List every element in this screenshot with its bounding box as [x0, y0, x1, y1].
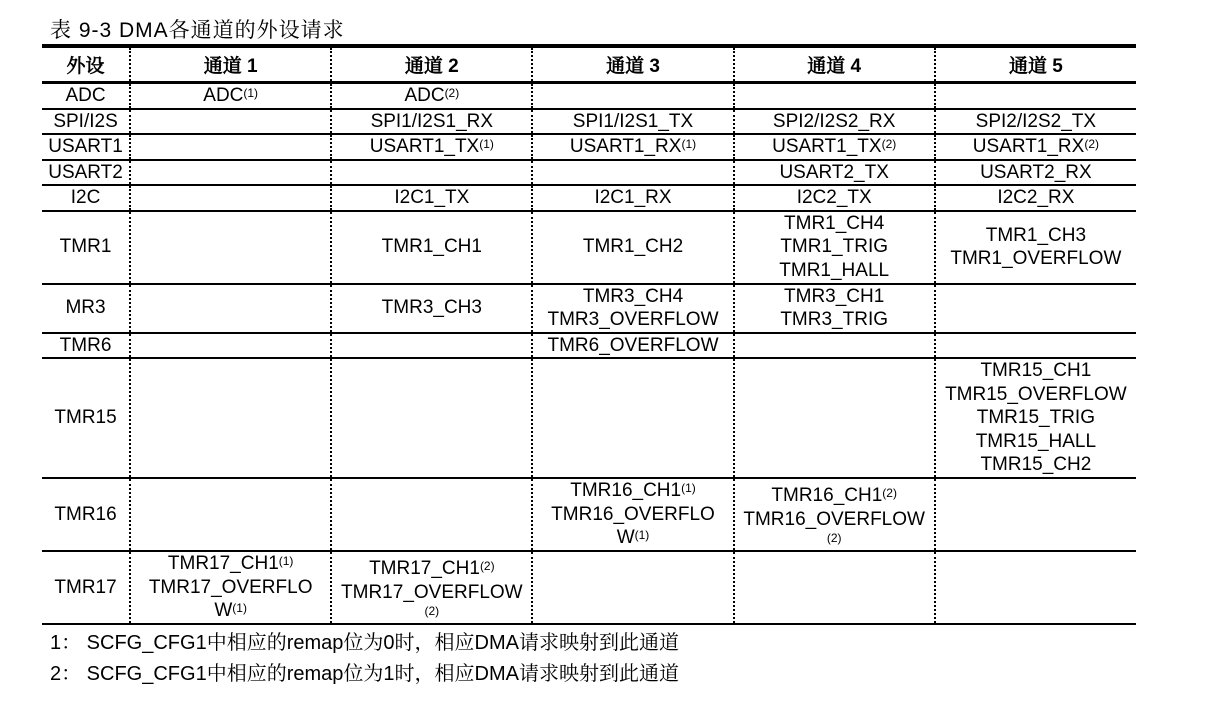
table-cell: [935, 358, 1136, 478]
cell-entry: [332, 296, 531, 320]
footnote-marker: (1): [681, 137, 697, 151]
table-row: [42, 83, 1136, 109]
row-label: TMR15: [42, 358, 130, 478]
cell-entry: [936, 186, 1136, 210]
header-channel-3: 通道 3: [532, 46, 733, 83]
footnote-2: 2： SCFG_CFG1中相应的remap位为1时，相应DMA请求映射到此通道: [50, 663, 679, 685]
table-cell: [130, 551, 331, 624]
cell-entry: [332, 235, 531, 259]
cell-entry: [735, 235, 934, 259]
table-cell: [331, 551, 532, 624]
table-cell: [734, 333, 935, 359]
cell-entry: [936, 359, 1136, 383]
cell-entry: [332, 581, 531, 605]
row-label: TMR17: [42, 551, 130, 624]
cell-entry: [332, 135, 531, 159]
dma-request-table: [42, 44, 1136, 625]
cell-entry: [533, 526, 732, 550]
table-row: [42, 211, 1136, 284]
footnote-marker: (2): [1084, 137, 1100, 151]
table-cell: [331, 134, 532, 160]
cell-entry-text: TMR15_OVERFLOW: [945, 383, 1127, 405]
cell-entry: [936, 453, 1136, 477]
cell-entry-text: TMR17_CH1: [167, 553, 279, 575]
table-cell: [734, 551, 935, 624]
cell-entry: [332, 110, 531, 134]
row-label: USART2: [42, 160, 130, 186]
table-cell: [331, 109, 532, 135]
cell-entry-text: TMR6_OVERFLOW: [547, 334, 719, 356]
cell-entry-text: TMR15_TRIG: [976, 407, 1095, 429]
table-cell: [734, 83, 935, 109]
header-peripheral: 外设: [42, 46, 130, 83]
table-cell: [734, 478, 935, 551]
cell-entry-text: I2C2_TX: [796, 187, 872, 208]
cell-entry-text: TMR3_CH1: [784, 285, 885, 307]
table-cell: [532, 551, 733, 624]
cell-entry-text: (2): [826, 531, 842, 545]
table-cell: [130, 333, 331, 359]
cell-entry-text: ADC: [404, 85, 445, 106]
cell-entry-text: USART1_TX: [369, 136, 480, 157]
header-channel-2: 通道 2: [331, 46, 532, 83]
table-cell: [935, 83, 1136, 109]
row-label: SPI/I2S: [42, 109, 130, 135]
cell-entry: [533, 186, 732, 210]
table-cell: [532, 160, 733, 186]
row-label: I2C: [42, 185, 130, 211]
table-cell: [935, 185, 1136, 211]
header-channel-4: 通道 4: [734, 46, 935, 83]
row-label: TMR6: [42, 333, 130, 359]
table-body: [42, 83, 1136, 625]
cell-entry-text: USART1_RX: [972, 136, 1085, 157]
cell-entry-text: TMR1_HALL: [779, 259, 890, 281]
cell-entry: [735, 531, 934, 545]
table-cell: [532, 185, 733, 211]
table-row: [42, 478, 1136, 551]
table-cell: [532, 134, 733, 160]
cell-entry-text: TMR16_CH1: [570, 480, 682, 502]
table-cell: [331, 211, 532, 284]
cell-entry-text: SPI1/I2S1_RX: [370, 110, 494, 132]
footnote-marker: (2): [479, 559, 495, 573]
table-cell: [935, 284, 1136, 333]
table-cell: [130, 109, 331, 135]
footnote-1: 1： SCFG_CFG1中相应的remap位为0时，相应DMA请求映射到此通道: [50, 632, 679, 654]
cell-entry-text: TMR3_TRIG: [780, 309, 889, 330]
cell-entry: [735, 508, 934, 532]
table-cell: [734, 211, 935, 284]
cell-entry-text: USART2_TX: [779, 161, 889, 183]
cell-entry-text: SPI2/I2S2_TX: [975, 110, 1097, 132]
cell-entry-text: TMR16_OVERFLO: [551, 503, 715, 525]
cell-entry: [533, 235, 732, 259]
table-cell: [935, 551, 1136, 624]
table-caption: 表 9-3 DMA各通道的外设请求: [50, 19, 345, 42]
cell-entry-text: USART2_RX: [980, 161, 1092, 183]
footnote-marker: (2): [882, 486, 897, 500]
row-label: MR3: [42, 284, 130, 333]
header-channel-1: 通道 1: [130, 46, 331, 83]
table-cell: [532, 358, 733, 478]
cell-entry-text: SPI2/I2S2_RX: [772, 110, 896, 132]
table-cell: [130, 185, 331, 211]
footnote-marker: (2): [881, 137, 897, 151]
cell-entry-text: TMR1_CH4: [784, 212, 885, 234]
cell-entry-text: TMR3_CH3: [381, 297, 482, 319]
cell-entry: [735, 212, 934, 236]
cell-entry-text: TMR17_OVERFLOW: [341, 581, 523, 603]
cell-entry-text: TMR17_CH1: [369, 558, 480, 579]
cell-entry-text: (2): [424, 604, 440, 618]
table-cell: [532, 109, 733, 135]
cell-entry: [332, 604, 531, 618]
table-row: [42, 551, 1136, 624]
cell-entry: [332, 557, 531, 581]
cell-entry: [735, 259, 934, 283]
table-cell: [734, 160, 935, 186]
table-cell: [734, 109, 935, 135]
cell-entry: [533, 479, 732, 503]
cell-entry: [332, 186, 531, 210]
cell-entry: [735, 186, 934, 210]
footnote-marker: (2): [444, 86, 460, 100]
cell-entry-text: W: [616, 527, 635, 549]
table-cell: [935, 478, 1136, 551]
cell-entry: [131, 552, 330, 576]
cell-entry-text: TMR16_CH1: [771, 485, 883, 506]
table-row: [42, 185, 1136, 211]
table-cell: [130, 211, 331, 284]
table-cell: [130, 478, 331, 551]
footnote-marker: (1): [278, 554, 294, 569]
cell-entry: [936, 247, 1136, 271]
table-cell: [734, 185, 935, 211]
cell-entry: [735, 161, 934, 185]
table-cell: [935, 160, 1136, 186]
table-cell: [130, 284, 331, 333]
cell-entry: [735, 135, 934, 159]
table-row: [42, 333, 1136, 359]
table-cell: [734, 284, 935, 333]
cell-entry-text: TMR3_CH4: [582, 285, 684, 307]
cell-entry-text: SPI1/I2S1_TX: [572, 110, 694, 132]
cell-entry: [936, 224, 1136, 248]
footnote-marker: (1): [681, 481, 696, 496]
cell-entry: [735, 285, 934, 309]
cell-entry: [735, 308, 934, 332]
table-cell: [130, 134, 331, 160]
row-label: TMR1: [42, 211, 130, 284]
table-row: [42, 134, 1136, 160]
table-cell: [935, 134, 1136, 160]
row-label: USART1: [42, 134, 130, 160]
cell-entry: [533, 308, 732, 332]
table-cell: [532, 284, 733, 333]
table-header-row: [42, 46, 1136, 83]
cell-entry-text: ADC: [203, 85, 244, 106]
cell-entry-text: TMR15_CH2: [980, 454, 1092, 476]
cell-entry-text: TMR15_HALL: [975, 430, 1097, 452]
table-cell: [130, 83, 331, 109]
table-cell: [331, 83, 532, 109]
cell-entry: [936, 161, 1136, 185]
table-row: [42, 284, 1136, 333]
cell-entry-text: W: [214, 600, 233, 622]
cell-entry: [735, 110, 934, 134]
table-cell: [935, 211, 1136, 284]
cell-entry-text: TMR1_TRIG: [780, 236, 889, 258]
cell-entry-text: USART1_TX: [772, 136, 882, 157]
table-cell: [532, 211, 733, 284]
table-cell: [130, 160, 331, 186]
cell-entry: [131, 599, 330, 623]
table-cell: [331, 160, 532, 186]
row-label: TMR16: [42, 478, 130, 551]
cell-entry-text: TMR1_CH2: [582, 236, 684, 258]
cell-entry-text: TMR1_CH3: [985, 224, 1087, 246]
header-channel-5: 通道 5: [935, 46, 1136, 83]
table-row: [42, 358, 1136, 478]
footnote-marker: (1): [634, 528, 650, 543]
cell-entry: [131, 576, 330, 600]
cell-entry-text: TMR3_OVERFLOW: [547, 309, 719, 330]
cell-entry-text: TMR16_OVERFLOW: [743, 508, 925, 530]
table-cell: [331, 478, 532, 551]
cell-entry-text: USART1_RX: [569, 136, 682, 157]
cell-entry: [936, 135, 1136, 159]
cell-entry: [332, 84, 531, 108]
table-cell: [734, 358, 935, 478]
cell-entry-text: TMR1_CH1: [381, 236, 482, 258]
table-cell: [331, 333, 532, 359]
cell-entry-text: TMR17_OVERFLO: [148, 576, 313, 598]
cell-entry-text: I2C2_RX: [997, 187, 1075, 208]
footnote-marker: (1): [232, 601, 247, 616]
footnote-marker: (1): [243, 86, 259, 100]
cell-entry-text: TMR1_OVERFLOW: [950, 248, 1122, 269]
table-cell: [331, 284, 532, 333]
cell-entry-text: I2C1_TX: [394, 187, 470, 208]
table-cell: [935, 333, 1136, 359]
table-cell: [532, 478, 733, 551]
table-cell: [532, 333, 733, 359]
table-row: [42, 109, 1136, 135]
cell-entry: [533, 285, 732, 309]
table-cell: [130, 358, 331, 478]
cell-entry: [936, 406, 1136, 430]
cell-entry: [131, 84, 330, 108]
row-label: ADC: [42, 83, 130, 109]
cell-entry: [533, 110, 732, 134]
table-cell: [935, 109, 1136, 135]
cell-entry: [533, 334, 732, 358]
cell-entry: [735, 484, 934, 508]
cell-entry: [936, 383, 1136, 407]
table-cell: [331, 185, 532, 211]
cell-entry: [936, 110, 1136, 134]
cell-entry-text: TMR15_CH1: [980, 360, 1092, 382]
table-cell: [532, 83, 733, 109]
cell-entry: [936, 430, 1136, 454]
cell-entry: [533, 135, 732, 159]
table-cell: [734, 134, 935, 160]
footnote-marker: (1): [479, 137, 494, 151]
table-cell: [331, 358, 532, 478]
table-row: [42, 160, 1136, 186]
cell-entry: [533, 503, 732, 527]
cell-entry-text: I2C1_RX: [594, 187, 672, 208]
